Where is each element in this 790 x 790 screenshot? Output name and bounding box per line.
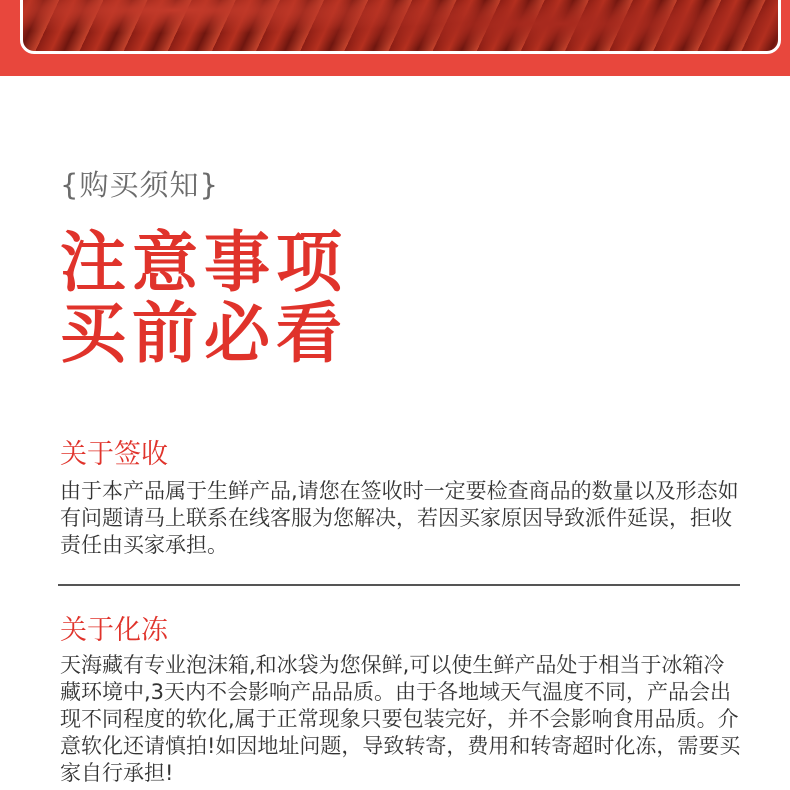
section-body-thaw: 天海藏有专业泡沫箱,和冰袋为您保鲜,可以使生鲜产品处于相当于冰箱冷藏环境中,3天内不会影响产品品质。由于各地域天气温度不同，产品会出现不同程度的软化,属于正常现象只要包装完好，并不会影响食用品质。介意软化还请慎拍!如因地址问题，导致转寄，费用和转寄超时化冻，需要买家自行承担! [60, 653, 741, 785]
section-body-signing: 由于本产品属于生鲜产品,请您在签收时一定要检查商品的数量以及形态如有问题请马上联系在线客服为您解决，若因买家原因导致派件延误，拒收责任由买家承担。 [60, 479, 739, 557]
section-divider [58, 584, 740, 586]
headline-line-2: 买前必看 [60, 295, 348, 372]
section-title-signing: 关于签收 [60, 439, 168, 470]
headline-line-1: 注意事项 [60, 224, 348, 301]
section-title-thaw: 关于化冻 [60, 615, 168, 646]
purchase-notice-label: {购买须知} [60, 168, 219, 202]
chili-pepper-image [20, 0, 781, 54]
top-banner [0, 0, 790, 76]
